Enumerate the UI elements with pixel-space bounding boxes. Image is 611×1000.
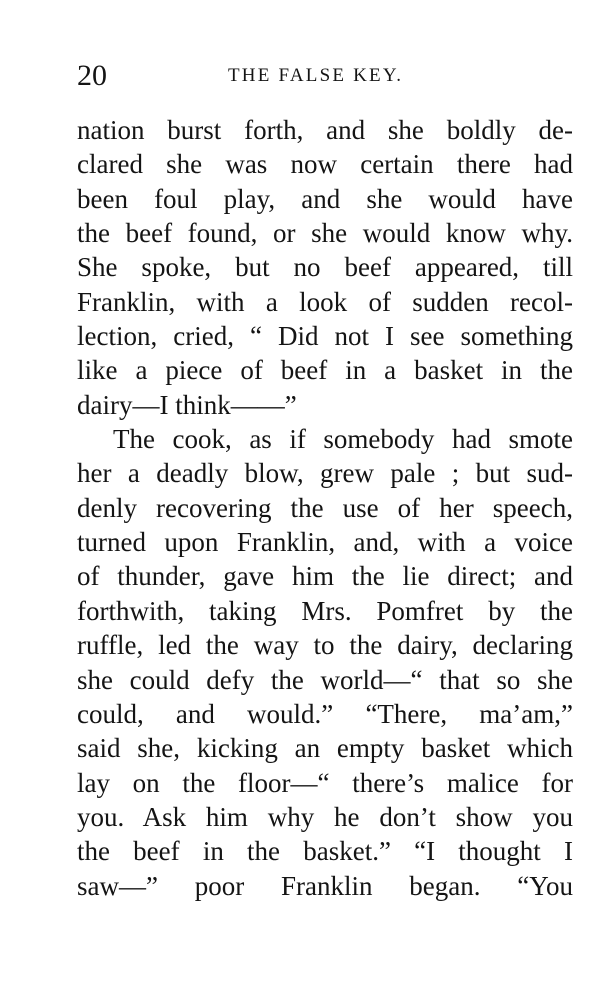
text-line: She spoke, but no beef appeared, till bbox=[77, 252, 573, 283]
text-line: dairy—I think——” bbox=[77, 389, 297, 420]
body-text bbox=[77, 113, 573, 903]
text-line: the beef in the basket.” “I thought I bbox=[77, 836, 573, 867]
text-line: of thunder, gave him the lie direct; and bbox=[77, 561, 573, 592]
text-line: you. Ask him why he don’t show you bbox=[77, 801, 573, 832]
text-line: The cook, as if somebody had smote bbox=[113, 424, 573, 455]
text-line: turned upon Franklin, and, with a voice bbox=[77, 527, 573, 558]
text-line: lay on the floor—“ there’s malice for bbox=[77, 767, 573, 798]
text-line: said she, kicking an empty basket which bbox=[77, 733, 573, 764]
text-line: been foul play, and she would have bbox=[77, 183, 573, 214]
text-line: denly recovering the use of her speech, bbox=[77, 492, 573, 523]
text-line: lection, cried, “ Did not I see something bbox=[77, 321, 573, 352]
paragraph-2 bbox=[77, 422, 573, 903]
text-line: could, and would.” “There, ma’am,” bbox=[77, 698, 573, 729]
text-line: saw—” poor Franklin began. “You bbox=[77, 870, 573, 901]
text-line: nation burst forth, and she boldly de- bbox=[77, 115, 573, 145]
running-head bbox=[77, 56, 573, 96]
text-line: ruffle, led the way to the dairy, declaring bbox=[77, 630, 573, 661]
text-line: clared she was now certain there had bbox=[77, 149, 573, 180]
text-line: her a deadly blow, grew pale ; but sud- bbox=[77, 458, 573, 489]
text-line: like a piece of beef in a basket in the bbox=[77, 355, 573, 386]
paragraph-1 bbox=[77, 113, 573, 422]
text-line: the beef found, or she would know why. bbox=[77, 218, 573, 249]
text-line: forthwith, taking Mrs. Pomfret by the bbox=[77, 595, 573, 626]
running-title: THE FALSE KEY. bbox=[228, 65, 404, 86]
text-line: she could defy the world—“ that so she bbox=[77, 664, 573, 695]
page-number: 20 bbox=[77, 59, 107, 92]
text-line: Franklin, with a look of sudden recol- bbox=[77, 286, 573, 317]
